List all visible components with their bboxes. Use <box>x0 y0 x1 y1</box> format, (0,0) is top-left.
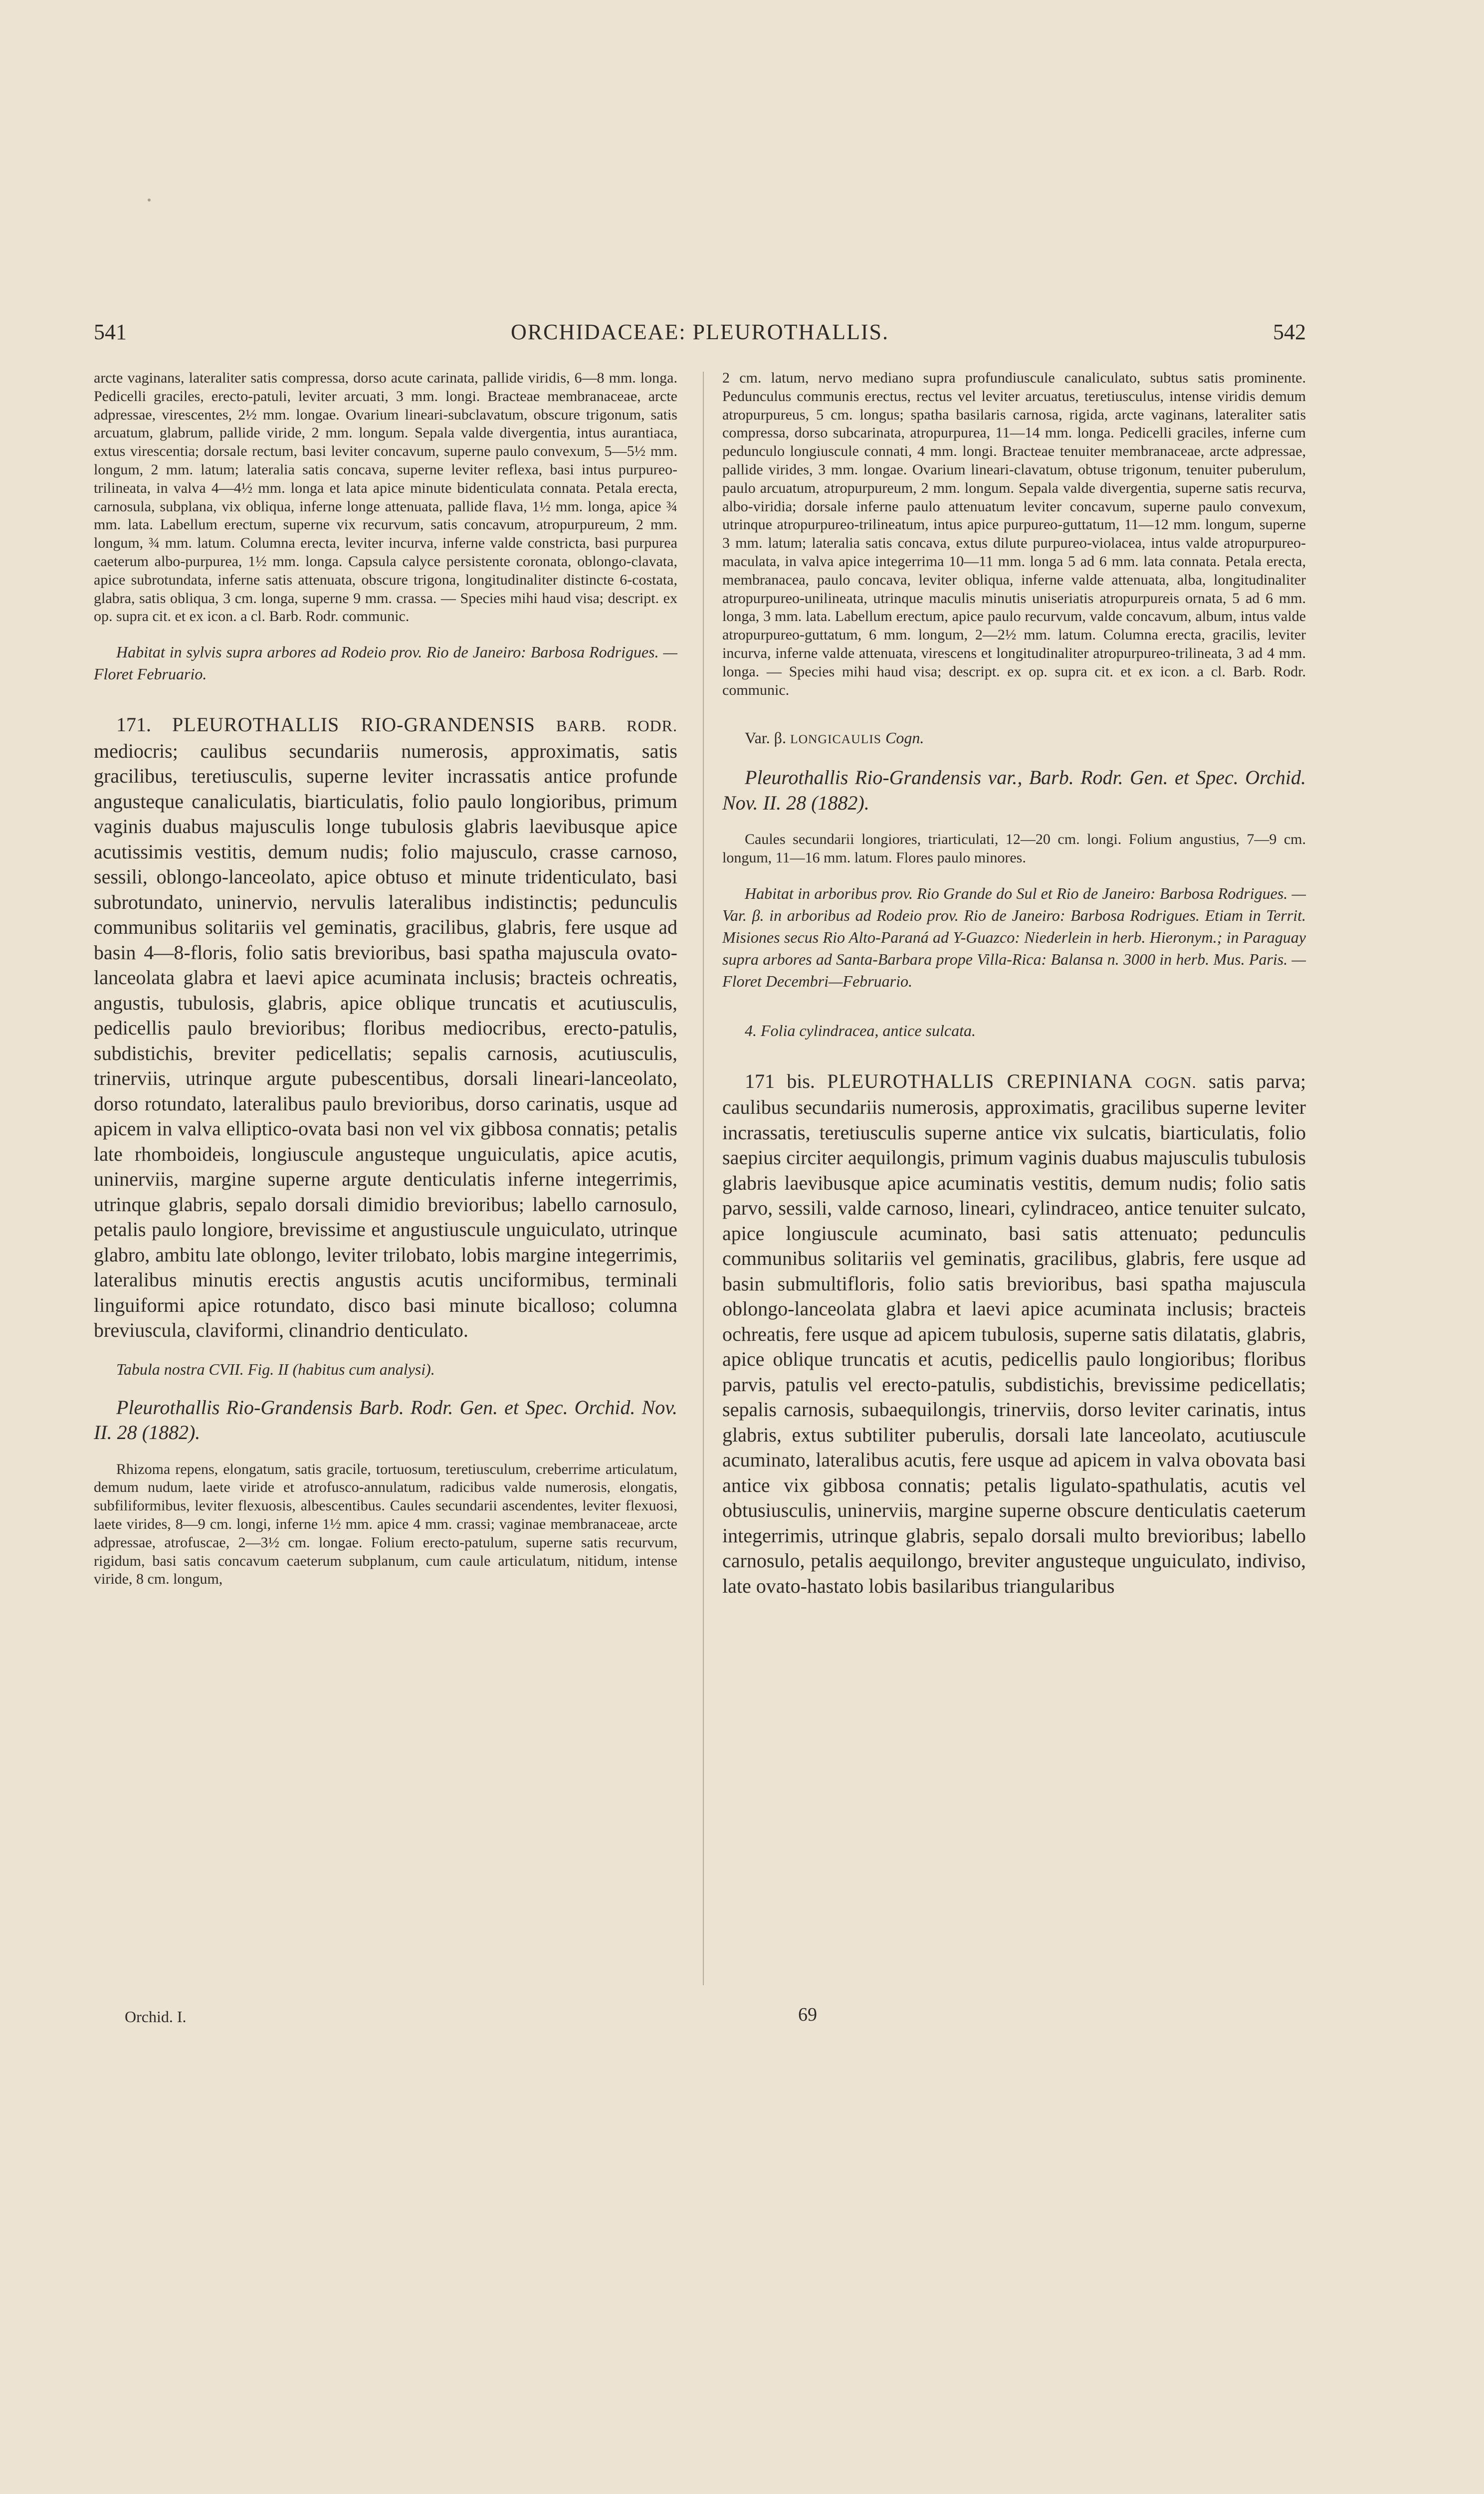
species-171bis-entry <box>722 1069 1306 1599</box>
variety-author: Cogn. <box>885 729 924 747</box>
footer-signature: Orchid. I. <box>125 2008 187 2026</box>
variety-name: LONGICAULIS <box>790 732 881 747</box>
page-number-right: 542 <box>1273 320 1306 344</box>
species2-author: COGN. <box>1144 1073 1197 1091</box>
species-name: PLEUROTHALLIS RIO-GRANDENSIS <box>172 713 535 736</box>
section-heading: 4. Folia cylindracea, antice sulcata. <box>745 1021 976 1039</box>
page-number-left: 541 <box>94 320 127 344</box>
species2-description: satis parva; caulibus secundariis numerosis, approximatis, gracilibus superne leviter incrassatis, teretiusculis superne antice vix sulcatis, biarticulatis, folio saepius circiter aequilongis, primum vaginis duabus majusculis tubulosis glabris laevibusque apice acuminatis vestitis, demum nudis; folio satis parvo, sessili, valde carnoso, lineari, cylindraceo, antice tenuiter sulcato, apice longiuscule acuminato, basi satis attenuato; pedunculis communibus solitariis vel geminatis, gracilibus, glabris, fere usque ad basin submultifloris, folio satis brevioribus, basi spatha majuscula oblongo-lanceolata glabra et laevi apice acuminata inclusis; bracteis ochreatis, fere usque ad apicem tubulosis, superne satis dilatatis, glabris, apice oblique truncatis et acutis, pedicellis paulo longioribus; floribus parvis, patulis vel erecto-patulis, subdistichis, brevissime pedicellatis; sepalis carnosis, subaequilongis, trinerviis, dorso leviter carinatis, intus glabris, extus subtiliter puberulis, dorsali late lanceolato, acutiuscule acuminato, lateralibus acutis, fere usque ad apicem in valva obovata basi antice vix gibbosa connatis; petalis ligulato-spathulatis, acutis vel obtusiusculis, uninerviis, margine superne obscure denticulatis caeterum integerrimis, utrinque glabris, sepalo dorsali multo brevioribus; labello carnosulo, petalis aequilongo, breviter angusteque unguiculato, indiviso, late ovato-hastato lobis basilaribus triangularibus <box>722 1069 1306 1597</box>
running-title: ORCHIDACEAE: PLEUROTHALLIS. <box>511 320 889 344</box>
species-171-entry <box>94 712 677 1343</box>
variety-heading <box>722 727 1306 750</box>
plate-reference: Tabula nostra CVII. Fig. II (habitus cum analysi). <box>116 1360 435 1378</box>
species-author: BARB. RODR. <box>556 717 678 735</box>
habitat-note-right: Habitat in arboribus prov. Rio Grande do Sul et Rio de Janeiro: Barbosa Rodrigues. — Var. β. in arboribus ad Rodeio prov. Rio de Janeiro: Barbosa Rodrigues. Etiam in Territ. Misiones secus Rio Alto-Paraná ad Y-Guazco: Niederlein in herb. Hieronym.; in Paraguay supra arbores ad Santa-Barbara prope Villa-Rica: Balansa n. 3000 in herb. Mus. Paris. — Floret Decembri—Februario. <box>722 884 1306 990</box>
species-number: 171. <box>116 713 151 736</box>
footer-sheet-number: 69 <box>798 2004 817 2025</box>
right-column <box>722 369 1306 1599</box>
variety-label: Var. β. <box>745 729 786 747</box>
paper-speck <box>148 199 151 202</box>
species2-name: PLEUROTHALLIS CREPINIANA <box>827 1069 1133 1092</box>
literature-citation: Pleurothallis Rio-Grandensis Barb. Rodr. Gen. et Spec. Orchid. Nov. II. 28 (1882). <box>94 1396 677 1444</box>
description-continued-right: 2 cm. latum, nervo mediano supra profundiuscule canaliculato, subtus satis prominente. Pedunculus communis erectus, rectus vel leviter arcuatus, teretiusculus, intense viridis demum atropurpureus, 5 cm. longus; spatha basilaris carnosa, rigida, arcte vaginans, lateraliter satis compressa, dorso subcarinata, atropurpurea, 11—14 mm. longa. Pedicelli graciles, inferne cum pedunculo longiuscule connati, 4 mm. longi. Bracteae tenuiter membranaceae, arcte adpressae, pallide virides, 3 mm. longae. Ovarium lineari-clavatum, obtuse trigonum, tenuiter puberulum, paulo arcuatum, atropurpureum, 2 mm. longum. Sepala valde divergentia, superne satis recurva, albo-viridia; dorsale inferne paulo attenuatum leviter concavum, superne paulo convexum, utrinque atropurpureo-trilineatum, intus apice purpureo-guttatum, 11—12 mm. longum, superne 3 mm. latum; lateralia satis concava, extus dilute purpureo-violacea, intus valde atropurpureo-maculata, in valva apice integerrima 10—11 mm. longa 5 ad 6 mm. lata connata. Petala erecta, membranacea, paulo concava, leviter obliqua, inferne valde attenuata, alba, longitudinaliter atropurpureo-unilineata, utrinque maculis minutis uniseriatis atropurpureis ornata, 5 ad 6 mm. longa, 3 mm. lata. Labellum erectum, apice paulo recurvum, valde concavum, album, intus valde atropurpureo-guttatum, 6 mm. longum, 2—2½ mm. latum. Columna erecta, gracilis, leviter incurva, inferne valde attenuata, virescens et longitudinaliter atropurpureo-trilineata, 3 ad 4 mm. longa. — Species mihi haud visa; descript. ex op. supra cit. et ex icon. a cl. Barb. Rodr. communic. <box>722 370 1306 698</box>
column-divider <box>703 372 704 1985</box>
variety-citation: Pleurothallis Rio-Grandensis var., Barb. Rodr. Gen. et Spec. Orchid. Nov. II. 28 (1882). <box>722 766 1306 814</box>
species-description: mediocris; caulibus secundariis numerosis, approximatis, satis gracilibus, teretiusculis, superne leviter incrassatis antice profunde angusteque canaliculatis, biarticulatis, folio paulo longioribus, primum vaginis duabus majusculis longe tubulosis glabris laevibusque apice acutissimis vestitis, demum nudis; folio majusculo, crasse carnoso, sessili, oblongo-lanceolato, apice obtuso et minute tridenticulato, basi subrotundato, uninervio, nervulis lateralibus indistinctis; pedunculis communibus solitariis vel geminatis, gracilibus, glabris, fere usque ad basin 4—8-floris, folio satis brevioribus, basi spatha majuscula ovato-lanceolata glabra et laevi apice acuminata inclusis; bracteis ochreatis, angustis, tubulosis, glabris, apice oblique truncatis et acutiusculis, pedicellis paulo brevioribus; floribus mediocribus, erecto-patulis, subdistichis, breviter pedicellatis; sepalis carnosis, acutiusculis, trinerviis, utrinque argute pubescentibus, dorsali lineari-lanceolato, dorso rotundato, lateralibus paulo brevioribus, dorso carinatis, usque ad apicem in valva elliptico-ovata basi non vel vix gibbosa connatis; petalis late rhomboideis, longiuscule angusteque unguiculatis, apice acutis, uninerviis, margine superne argute denticulatis inferne integerrimis, utrinque glabris, sepalo dorsali dimidio brevioribus; labello carnosulo, petalis paulo longiore, brevissime et angustiuscule unguiculato, utrinque glabro, ambitu late oblongo, leviter trilobato, lobis margine integerrimis, lateralibus minutis erectis angustis acutis unciformibus, terminali linguiformi apice rotundato, disco basi minute bicalloso; columna breviuscula, claviformi, clinandrio denticulato. <box>94 739 677 1342</box>
habitat-note: Habitat in sylvis supra arbores ad Rodeio prov. Rio de Janeiro: Barbosa Rodrigues. — Floret Februario. <box>94 643 677 683</box>
page-header <box>94 319 1306 349</box>
species2-number: 171 bis. <box>745 1069 815 1092</box>
rhizoma-description: Rhizoma repens, elongatum, satis gracile, tortuosum, teretiusculum, creberrime articulatum, demum nudum, laete viride et atrofusco-annulatum, radicibus valde numerosis, elongatis, subfiliformibus, leviter flexuosis, albescentibus. Caules secundarii ascendentes, leviter flexuosi, laete virides, 8—9 cm. longi, inferne 1½ mm. apice 4 mm. crassi; vaginae membranaceae, arcte adpressae, atrofuscae, 2—3½ cm. longae. Folium erecto-patulum, superne satis recurvum, rigidum, basi satis concavum caeterum subplanum, cum caule articulatum, nitidum, intense viride, 8 cm. longum, <box>94 1460 677 1588</box>
description-continued: arcte vaginans, lateraliter satis compressa, dorso acute carinata, pallide viridis, 6—8 mm. longa. Pedicelli graciles, erecto-patuli, leviter arcuati, 3 mm. longi. Bracteae membranaceae, arcte adpressae, virescentes, 2½ mm. longae. Ovarium lineari-subclavatum, obscure trigonum, satis arcuatum, glabrum, pallide viride, 2 mm. longum. Sepala valde divergentia, intus aurantiaca, extus virescentia; dorsale rectum, basi leviter concavum, superne paulo convexum, 5—5½ mm. longum, 2 mm. latum; lateralia satis concava, superne leviter reflexa, basi intus purpureo-trilineata, in valva 4—4½ mm. longa et lata apice minute bidenticulata connata. Petala erecta, carnosula, subplana, vix obliqua, inferne longe attenuata, pallide flava, 1½ mm. longa, apice ¾ mm. lata. Labellum erectum, superne vix recurvum, satis concavum, atropurpureum, 2 mm. longum, ¾ mm. latum. Columna erecta, leviter incurva, inferne valde constricta, basi purpurea caeterum albo-purpurea, 1½ mm. longa. Capsula calyce persistente coronata, oblongo-clavata, apice subrotundata, inferne satis attenuata, obscure trigona, longitudinaliter distincte 6-costata, glabra, satis obliqua, 3 cm. longa, superne 9 mm. crassa. — Species mihi haud visa; descript. ex op. supra cit. et ex icon. a cl. Barb. Rodr. communic. <box>94 370 677 625</box>
left-column <box>94 369 677 1589</box>
variety-description: Caules secundarii longiores, triarticulati, 12—20 cm. longi. Folium angustius, 7—9 cm. longum, 11—16 mm. latum. Flores paulo minores. <box>722 831 1306 866</box>
